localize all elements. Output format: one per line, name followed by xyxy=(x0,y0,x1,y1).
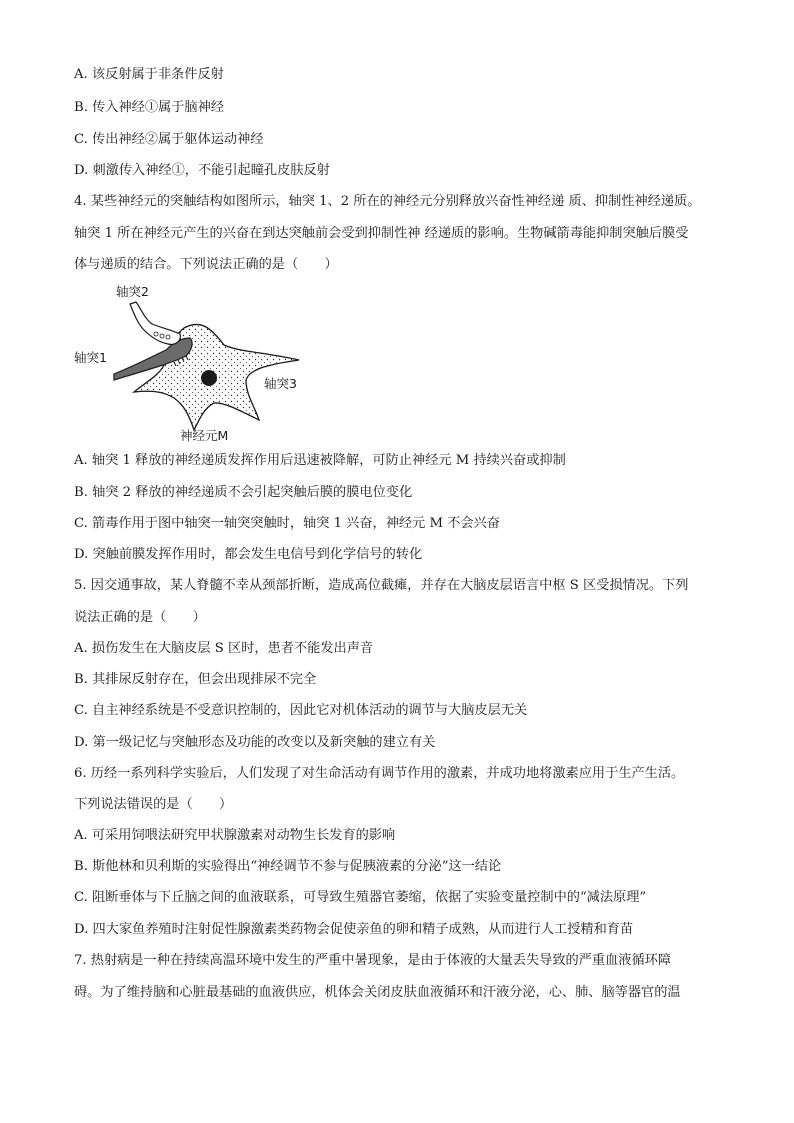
q6-option-d: D. 四大家鱼养殖时注射促性腺激素类药物会促使亲鱼的卵和精子成熟，从而进行人工授精和育苗 xyxy=(74,922,634,937)
q4-stem-line-3: 体与递质的结合。下列说法正确的是（ ） xyxy=(74,257,338,272)
q4-option-d: D. 突触前膜发挥作用时，都会发生电信号到化学信号的转化 xyxy=(74,547,423,562)
q6-option-b: B. 斯他林和贝利斯的实验得出“神经调节不参与促胰液素的分泌”这一结论 xyxy=(74,859,502,874)
q7-stem-line-1: 7. 热射病是一种在持续高温环境中发生的严重中暑现象，是由于体液的大量丢失导致的严重血液循环障 xyxy=(74,953,672,968)
label-neuron-m: 神经元M xyxy=(180,428,229,443)
label-axon-2: 轴突2 xyxy=(116,284,149,299)
label-axon-3: 轴突3 xyxy=(264,376,297,391)
q4-option-a: A. 轴突 1 释放的神经递质发挥作用后迅速被降解，可防止神经元 M 持续兴奋或抑制 xyxy=(74,453,566,468)
q3-option-b: B. 传入神经①属于脑神经 xyxy=(74,100,224,115)
q5-option-c: C. 自主神经系统是不受意识控制的，因此它对机体活动的调节与大脑皮层无关 xyxy=(74,703,528,718)
q5-option-d: D. 第一级记忆与突触形态及功能的改变以及新突触的建立有关 xyxy=(74,735,436,750)
label-axon-1: 轴突1 xyxy=(74,350,107,365)
q6-option-a: A. 可采用饲喂法研究甲状腺激素对动物生长发育的影响 xyxy=(74,828,396,843)
q3-option-c: C. 传出神经②属于躯体运动神经 xyxy=(74,132,264,147)
synapse-diagram xyxy=(74,280,314,445)
axon-2 xyxy=(130,302,180,344)
q5-stem-line-1: 5. 因交通事故，某人脊髓不幸从颈部折断，造成高位截瘫，并存在大脑皮层语言中枢 S 区受损情况。下列 xyxy=(74,578,689,593)
q6-option-c: C. 阻断垂体与下丘脑之间的血液联系，可导致生殖器官萎缩，依据了实验变量控制中的“减法原理” xyxy=(74,890,647,905)
q6-stem-line-1: 6. 历经一系列科学实验后，人们发现了对生命活动有调节作用的激素，并成功地将激素应用于生产生活。 xyxy=(74,766,685,781)
q4-stem-line-2: 轴突 1 所在神经元产生的兴奋在到达突触前会受到抑制性神 经递质的影响。生物碱箭毒能抑制突触后膜受 xyxy=(74,226,689,241)
q4-stem-line-1: 4. 某些神经元的突触结构如图所示，轴突 1、2 所在的神经元分别释放兴奋性神经递 质、抑制性神经递质。 xyxy=(74,194,701,209)
q5-option-b: B. 其排尿反射存在，但会出现排尿不完全 xyxy=(74,672,317,687)
q6-stem-line-2: 下列说法错误的是（ ） xyxy=(74,797,233,812)
q3-option-a: A. 该反射属于非条件反射 xyxy=(74,67,224,82)
q5-stem-line-2: 说法正确的是（ ） xyxy=(74,610,206,625)
q4-option-c: C. 箭毒作用于图中轴突一轴突突触时，轴突 1 兴奋，神经元 M 不会兴奋 xyxy=(74,516,500,531)
q3-option-d: D. 刺激传入神经①，不能引起瞳孔皮肤反射 xyxy=(74,163,330,178)
q4-option-b: B. 轴突 2 释放的神经递质不会引起突触后膜的膜电位变化 xyxy=(74,485,413,500)
neuron-nucleus xyxy=(201,370,217,386)
q5-option-a: A. 损伤发生在大脑皮层 S 区时，患者不能发出声音 xyxy=(74,641,374,656)
q7-stem-line-2: 碍。为了维持脑和心脏最基础的血液供应，机体会关闭皮肤血液循环和汗液分泌，心、肺、脑等器官的温 xyxy=(74,985,681,1000)
